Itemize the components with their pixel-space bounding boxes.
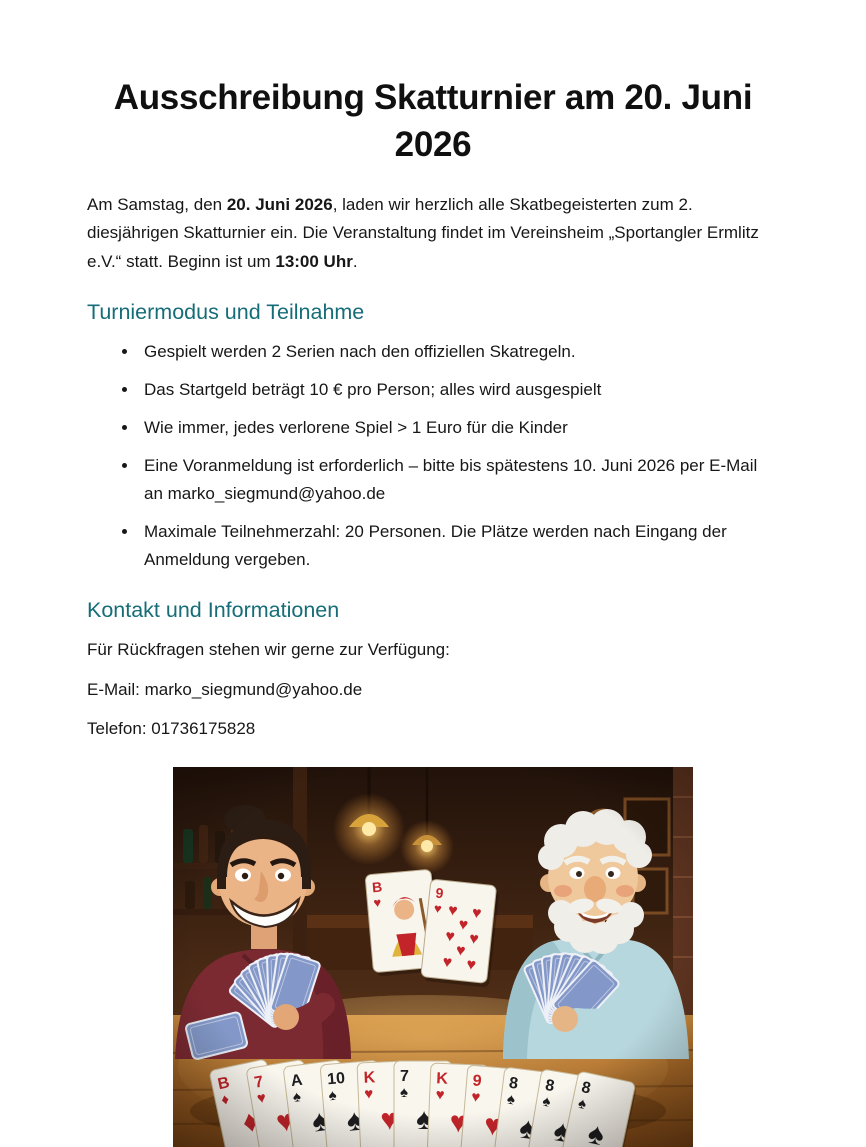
page-title: Ausschreibung Skatturnier am 20. Juni 2026 [113,78,753,165]
contact-phone-line: Telefon: 01736175828 [87,718,256,738]
vignette-overlay [173,767,693,1147]
intro-text-3: . [352,251,358,271]
contact-block [87,636,779,742]
section-heading-kontakt: Kontakt und Informationen [87,598,340,623]
intro-text-1: Am Samstag, den [87,194,227,214]
intro-time-bold: 13:00 Uhr [275,251,353,271]
intro-paragraph [87,191,779,277]
intro-date-bold: 20. Juni 2026 [226,194,333,214]
card-game-illustration [173,767,693,1147]
list-item-voranmeldung: • Eine Voranmeldung ist erforderlich – bitte bis spätestens 10. Juni 2026 per E-Mail an marko_siegmund@yahoo.de [139,452,779,508]
intro-text-2: , laden wir herzlich alle Skatbegeisterten zum 2. diesjährigen Skatturnier ein. Die Veranstaltung findet im Vereinsheim „Sportangler Ermlitz e.V.“ statt. Beginn ist um [87,194,759,271]
section-heading-turniermodus: Turniermodus und Teilnahme [87,300,365,325]
list-item-verlorene-spiele: • Wie immer, jedes verlorene Spiel > 1 Euro für die Kinder [139,414,779,442]
list-item-startgeld: • Das Startgeld beträgt 10 € pro Person; alles wird ausgespielt [139,376,779,404]
list-item-teilnehmerzahl: • Maximale Teilnehmerzahl: 20 Personen. Die Plätze werden nach Eingang der Anmeldung vergeben. [139,518,779,574]
list-item-serien: • Gespielt werden 2 Serien nach den offiziellen Skatregeln. [139,338,779,366]
tournament-rules-list [87,338,779,574]
skat-players-illustration [173,767,693,1147]
contact-intro-line: Für Rückfragen stehen wir gerne zur Verfügung: [87,640,450,660]
contact-email-line: E-Mail: marko_siegmund@yahoo.de [87,679,363,699]
